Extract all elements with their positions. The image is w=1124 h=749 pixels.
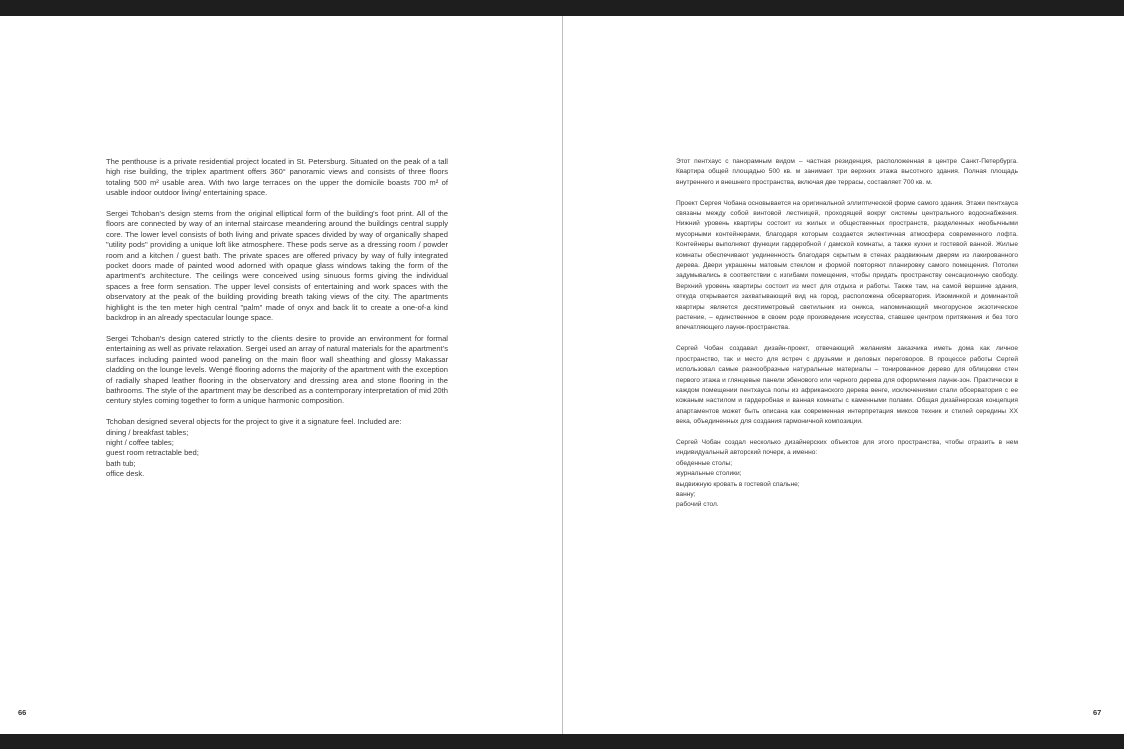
paragraph-design: Проект Сергея Чобана основывается на оригинальной эллиптической форме самого здания. Этажи пентхауса связаны между собой винтовой лестницей, проходящей вокруг системы центрального водоснабжения. Нижний уровень квартиры состоит из жилых и общественных пространств, разделенных необычными мусорными контейнерами, благодаря которым создается эклектичная атмосфера современного лофта. Контейнеры выполняют функции гардеробной / дамской комнаты, а также кухни и гостевой ванной. Жилые комнаты обеспечивают уединенность благодаря скрытым в стенах раздвижным дверям из лакированного дерева. Двери украшены матовым стеклом и формой повторяют планировку самого помещения. Потолки задумывались в соответствии с изгибами помещения, чтобы придать пространству сенсационную свободу. Верхний уровень квартиры состоит из мест для отдыха и работы. Также там, на самой вершине здания, откуда открывается захватывающий вид на город, расположена обсерватория. Изюминкой и доминантой квартиры является десятиметровый светильник из оникса, напоминающий многорусное экзотическое растение, – единственное в своем роде произведение искусства, ставшее центром притяжения и без того впечатляющего лаунж-пространства. [676, 199, 1018, 332]
top-border [0, 0, 1124, 16]
objects-list [676, 459, 1018, 511]
list-item: dining / breakfast tables; [106, 427, 189, 437]
paragraph-design: Sergei Tchoban's design stems from the original elliptical form of the building's foot print. All of the floors are connected by way of an internal staircase meandering around the buildings central supply core. The lower level consists of both living and private spaces divided by way of organically shaped "utility pods" providing a unique loft like atmosphere. These pods serve as a dressing room / powder room and a kitchen / guest bath. The private spaces are offered privacy by way of fully integrated pocket doors made of painted wood adorned with opaque glass windows taking the form of the apartment's architecture. The ceilings were conceived using sinuous forms giving the individual spaces a free form sensation. The upper level consists of entertaining and work spaces with the observatory at the peak of the building providing breath taking views of the city. The apartments highlight is the ten meter high central "palm" made of onyx and back lit to create a one-of-a kind backdrop in an already spectacular lounge space. [106, 209, 448, 323]
objects-list [106, 428, 448, 480]
list-item: night / coffee tables; [106, 437, 174, 447]
list-item: рабочий стол. [676, 501, 719, 509]
list-item: ванну; [676, 490, 696, 498]
russian-text-block [676, 157, 1018, 511]
list-item: выдвижную кровать в гостевой спальне; [676, 480, 800, 488]
list-item: guest room retractable bed; [106, 448, 199, 458]
bottom-border [0, 734, 1124, 749]
book-spread [0, 16, 1124, 734]
paragraph-intro: Этот пентхаус с панорамным видом – частная резиденция, расположенная в центре Санкт-Петербурга. Квартира общей площадью 500 кв. м занимает три верхних этажа высотного здания. Полная площадь внутреннего и внешнего пространства, включая две террасы, составляет 700 кв. м. [676, 158, 1018, 186]
list-intro: Сергей Чобан создал несколько дизайнерских объектов для этого пространства, чтобы отразить в нем индивидуальный авторский почерк, а именно: [676, 438, 1018, 457]
list-item: bath tub; [106, 458, 136, 468]
paragraph-materials: Sergei Tchoban's design catered strictly to the clients desire to provide an environment for formal entertaining as well as private relaxation. Sergei used an array of natural materials for the apartment's surfaces including painted wood paneling on the main floor wall sheathing and glossy Makassar cladding on the lounge levels. Wengé flooring adorns the majority of the apartment with the exception of radially shaped leather flooring in the observatory and dressing area and stone flooring in the bathrooms. The style of the apartment may be described as a contemporary interpretation of mid 20th century styles coming together to form a unique harmonic composition. [106, 333, 448, 406]
right-page [563, 16, 1124, 734]
left-page [0, 16, 562, 734]
english-text-block [106, 157, 448, 480]
paragraph-materials: Сергей Чобан создавал дизайн-проект, отвечающий желаниям заказчика иметь дома как личное пространство, так и место для встреч с друзьями и деловых переговоров. В процессе работы Сергей использовал самые разнообразные натуральные материалы – тонированное дерево для облицовки стен первого этажа и глянцевые панели эбенового или черного дерева для оформления лаунж-зон. Практически в каждом помещении пентхауса полы из африканского дерева венге, исключениями стали обсерватория с ее кожаным настилом и гардеробная и ванная комнаты с каменными полами. Общая дизайнерская концепция апартаментов может быть описана как современная интерпретация миксов техник и стилей середины XX века, объединенных для создания гармоничной композиции. [676, 345, 1018, 426]
list-item: журнальные столики; [676, 470, 742, 478]
page-number-left: 66 [18, 708, 27, 717]
page-number-right: 67 [1093, 708, 1102, 717]
list-item: office desk. [106, 469, 145, 479]
list-item: обеденные столы; [676, 459, 733, 467]
paragraph-intro: The penthouse is a private residential project located in St. Petersburg. Situated on the peak of a tall high rise building, the triplex apartment offers 360° panoramic views and consists of three floors totaling 500 m² usable area. With two large terraces on the upper the domicile boasts 700 m² of usable indoor outdoor living/ entertaining space. [106, 157, 448, 198]
list-intro: Tchoban designed several objects for the project to give it a signature feel. Included are: [106, 417, 402, 427]
